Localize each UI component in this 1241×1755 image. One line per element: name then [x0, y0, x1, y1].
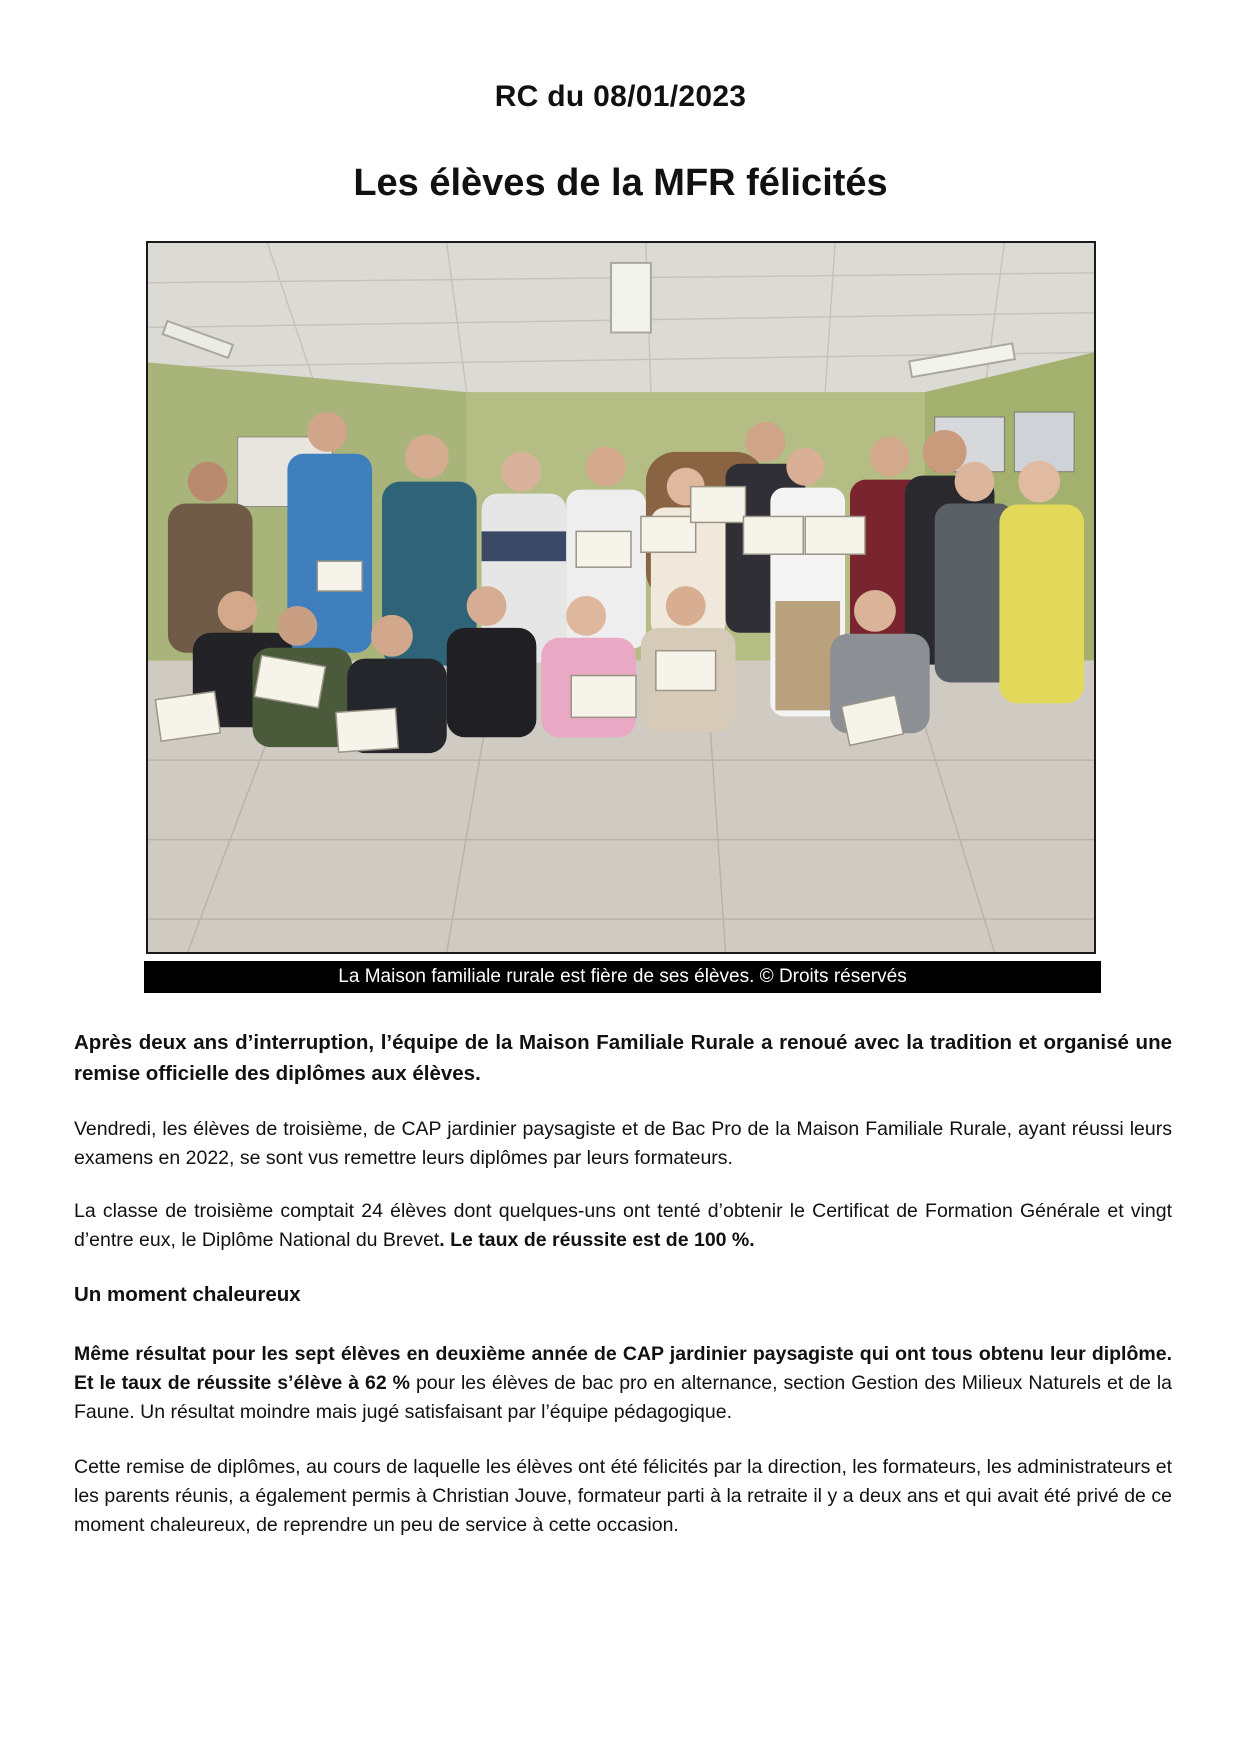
article-lead: Après deux ans d’interruption, l’équipe de la Maison Familiale Rurale a renoué avec la tradition et organisé une remise officielle des diplômes aux élèves. [74, 1031, 1172, 1085]
subheading: Un moment chaleureux [74, 1283, 301, 1306]
paragraph-2-text: La classe de troisième comptait 24 élèves dont quelques-uns ont tenté d’obtenir le Certificat de Formation Générale et vingt d’entre eux, le Diplôme National du Brevet [74, 1200, 1172, 1251]
photo-caption: La Maison familiale rurale est fière de ses élèves. © Droits réservés [144, 961, 1101, 993]
paragraph-4: Cette remise de diplômes, au cours de laquelle les élèves ont été félicités par la direction, les formateurs, les administrateurs et les parents réunis, a également permis à Christian Jouve, formateur parti à la retraite il y a deux ans et qui avait été privé de ce moment chaleureux, de reprendre un peu de service à cette occasion. [74, 1456, 1172, 1536]
paragraph-3 [74, 1340, 1172, 1427]
paragraph-1: Vendredi, les élèves de troisième, de CAP jardinier paysagiste et de Bac Pro de la Maison Familiale Rurale, ayant réussi leurs examens en 2022, se sont vus remettre leurs diplômes par leurs formateurs. [74, 1118, 1172, 1169]
paragraph-3-bold: Même résultat pour les sept élèves en deuxième année de CAP jardinier paysagiste qui ont tous obtenu leur diplôme. Et le taux de réussite s’élève à 62 % [74, 1343, 1172, 1394]
paragraph-3-text: pour les élèves de bac pro en alternance, section Gestion des Milieux Naturels et de la Faune. Un résultat moindre mais jugé satisfaisant par l’équipe pédagogique. [74, 1372, 1173, 1423]
group-photo [146, 241, 1096, 954]
paragraph-2-bold: . Le taux de réussite est de 100 %. [439, 1229, 755, 1251]
paragraph-2 [74, 1197, 1172, 1255]
article-headline: Les élèves de la MFR félicités [353, 162, 888, 204]
source-date: RC du 08/01/2023 [494, 80, 747, 113]
